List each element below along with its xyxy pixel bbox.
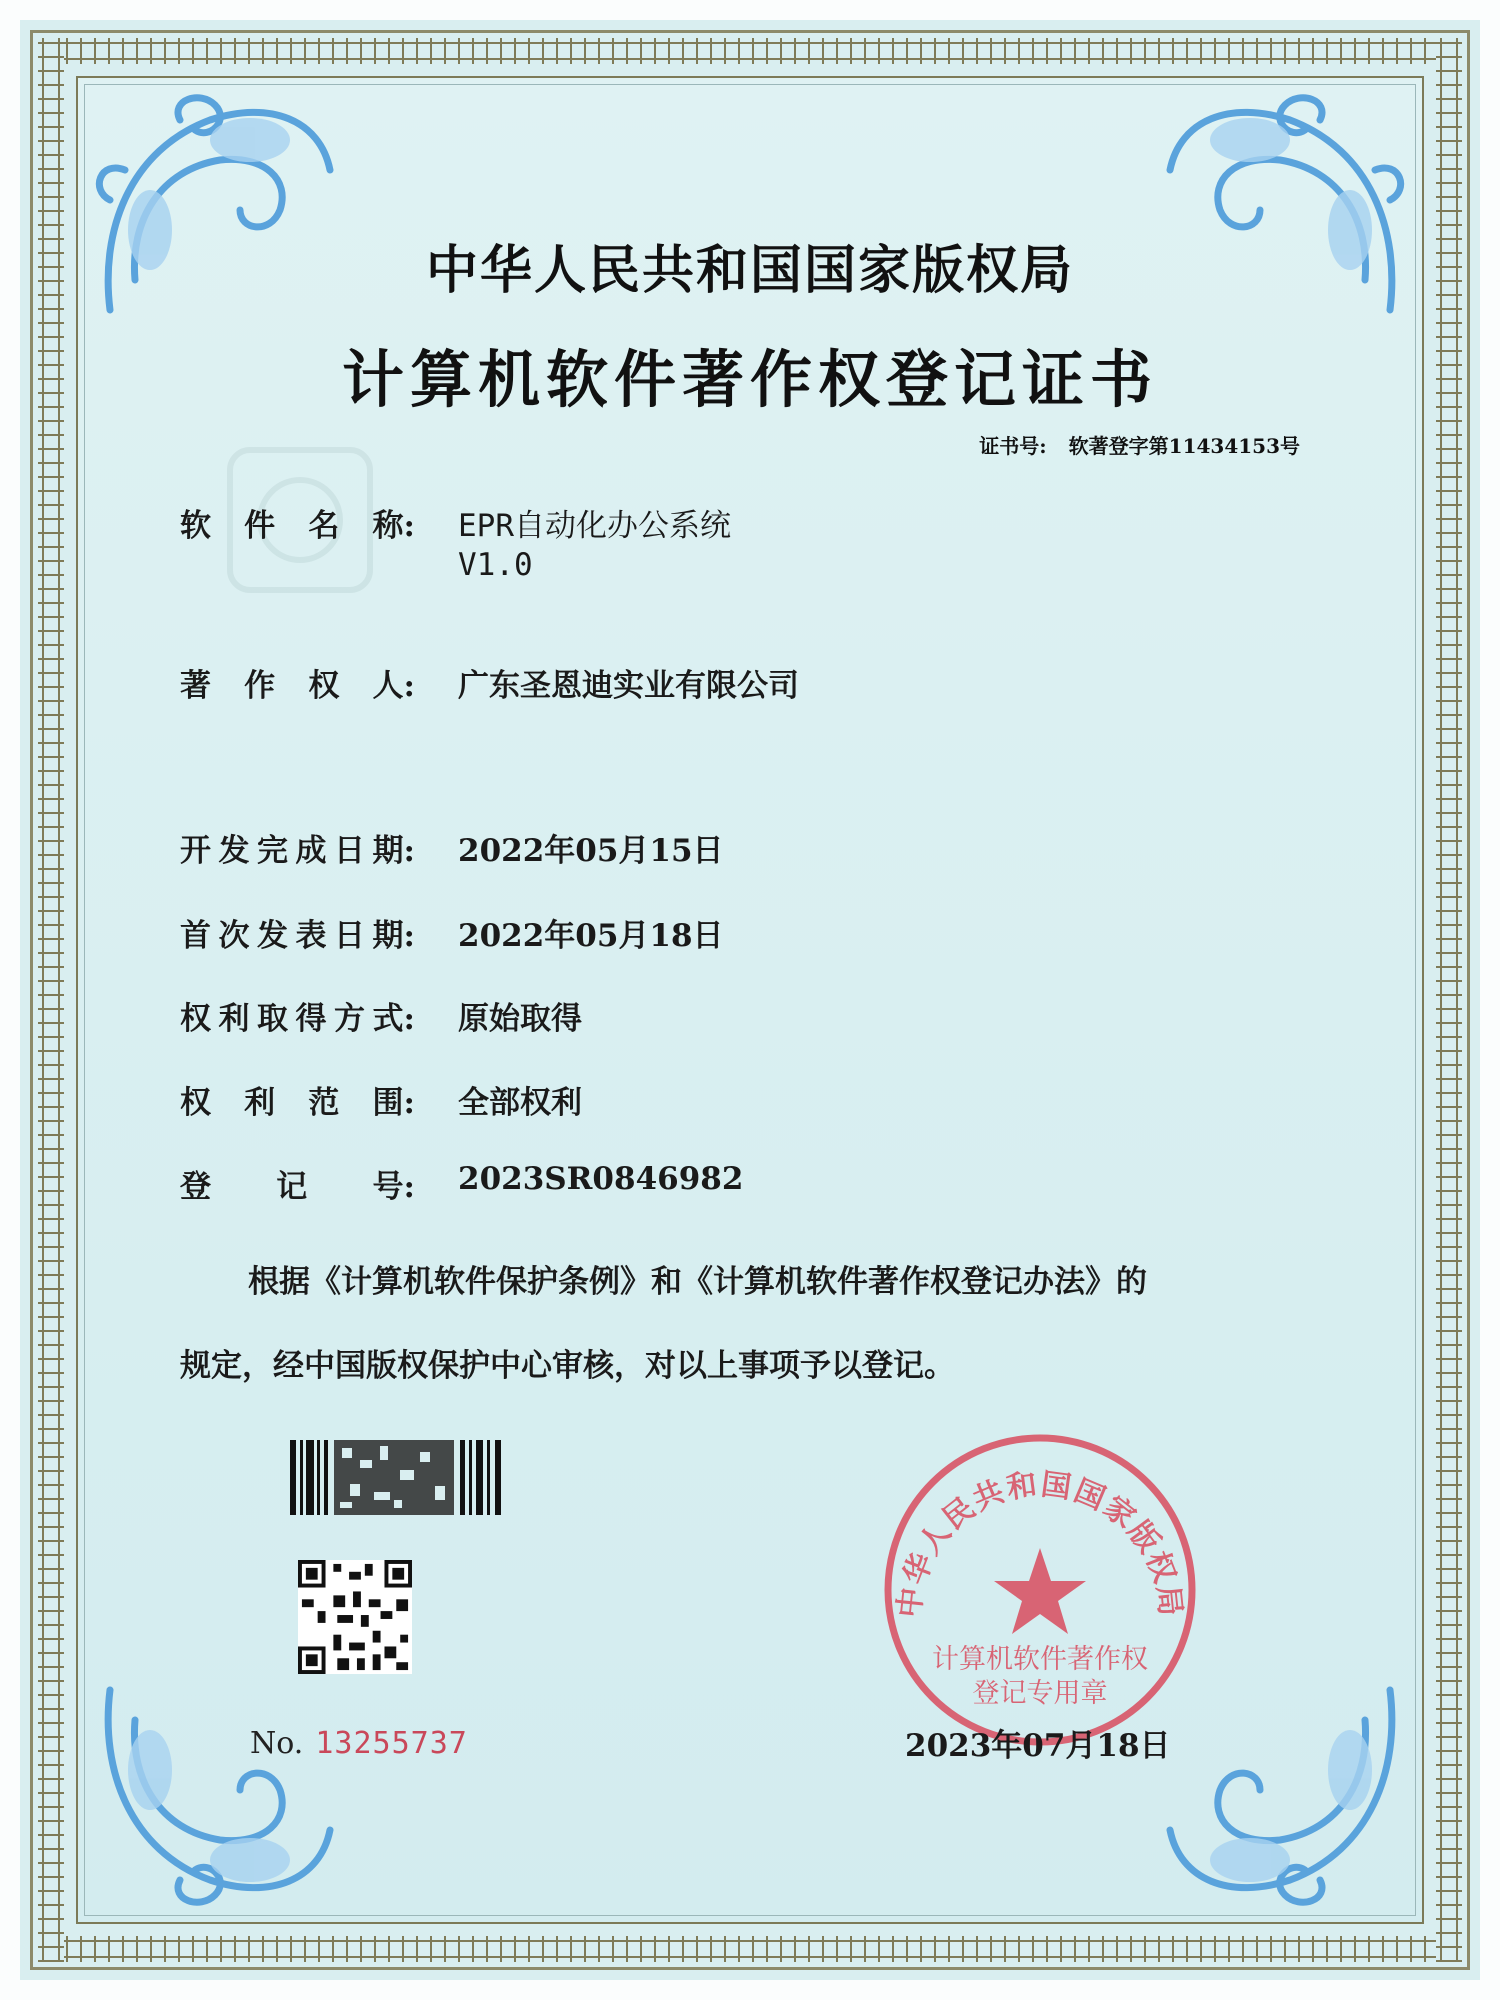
registration-statement — [180, 1240, 1330, 1408]
statement-line-2: 规定，经中国版权保护中心审核，对以上事项予以登记。 — [180, 1348, 955, 1384]
fret-border-bottom — [38, 1936, 1462, 1962]
issuer-title: 中华人民共和国国家版权局 — [425, 241, 1074, 301]
serial-prefix: No. — [250, 1726, 304, 1761]
field-label: 首 次 发 表 日 期: — [180, 918, 415, 954]
field-label: 软 件 名 称: — [180, 508, 415, 544]
issue-date: 2023年07月18日 — [905, 1728, 1171, 1764]
serial-value: 13255737 — [315, 1726, 468, 1761]
barcode-icon — [290, 1440, 505, 1515]
certificate-number-label: 证书号: — [979, 434, 1047, 458]
seal-center-line-1: 计算机软件著作权 — [932, 1644, 1148, 1674]
corner-scroll-ornament-icon — [90, 1670, 350, 1920]
field-label: 开 发 完 成 日 期: — [180, 833, 415, 869]
serial-number — [250, 1726, 468, 1761]
certificate-title: 计算机软件著作权登记证书 — [341, 343, 1158, 416]
qr-code-icon — [298, 1560, 412, 1674]
field-value: 2022年05月18日 — [458, 918, 724, 954]
fret-border-left — [38, 38, 64, 1962]
seal-ring-text: 中华人民共和国国家版权局 — [893, 1468, 1187, 1620]
official-seal-stamp — [880, 1430, 1200, 1750]
field-label: 权 利 范 围: — [180, 1085, 415, 1121]
field-label: 著 作 权 人: — [180, 668, 415, 704]
seal-center-line-2: 登记专用章 — [972, 1678, 1108, 1708]
certificate-number — [979, 430, 1300, 459]
field-value: 2023SR0846982 — [458, 1161, 744, 1197]
field-value: 2022年05月15日 — [458, 833, 724, 869]
field-label: 登 记 号: — [180, 1169, 415, 1205]
fret-border-right — [1436, 38, 1462, 1962]
fret-border-top — [38, 38, 1462, 64]
field-value: 广东圣恩迪实业有限公司 — [458, 668, 799, 704]
field-value: EPR自动化办公系统 V1.0 — [458, 508, 731, 583]
field-value: 全部权利 — [458, 1085, 582, 1121]
seal-star-icon — [994, 1548, 1086, 1634]
field-value: 原始取得 — [458, 1001, 582, 1037]
field-label: 权 利 取 得 方 式: — [180, 1001, 415, 1037]
certificate-number-value: 软著登字第11434153号 — [1068, 434, 1300, 458]
statement-line-1: 根据《计算机软件保护条例》和《计算机软件著作权登记办法》的 — [248, 1264, 1147, 1300]
